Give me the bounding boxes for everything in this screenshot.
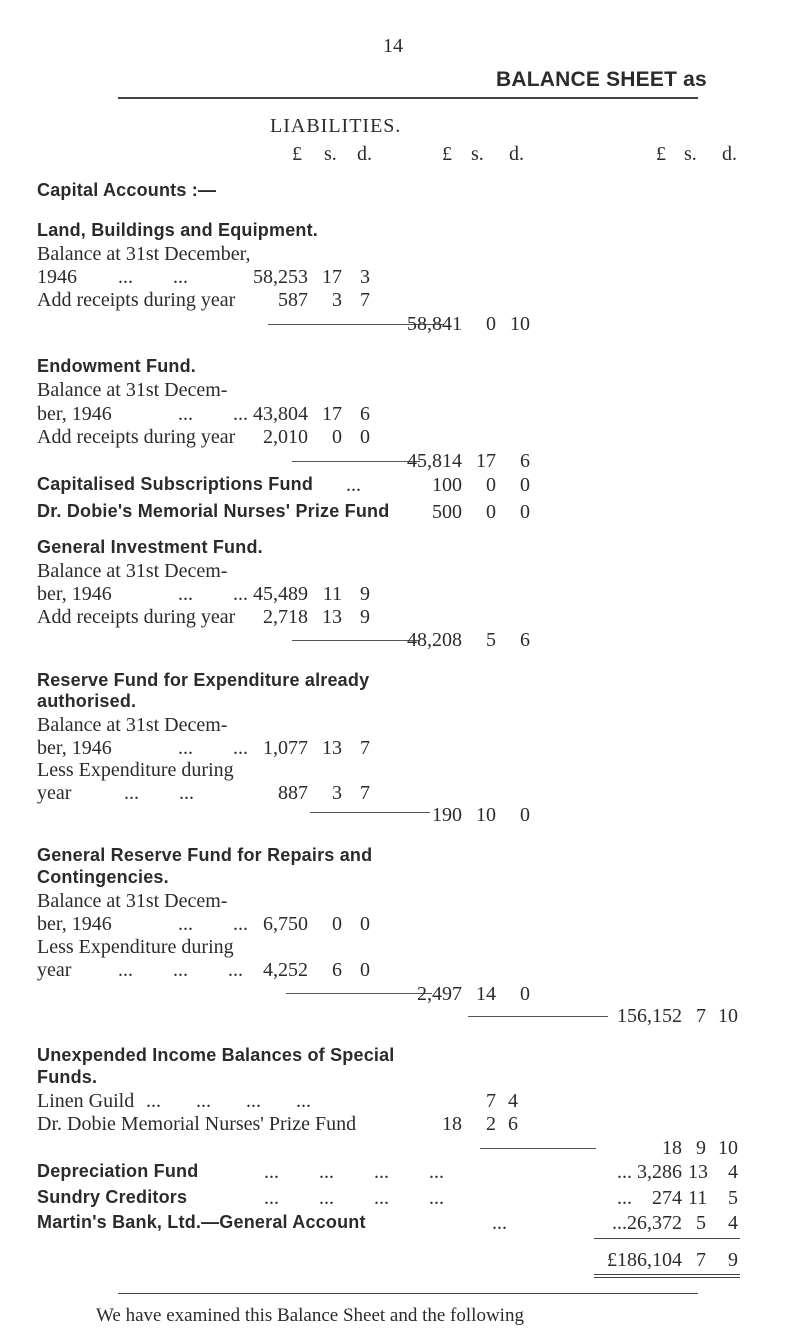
- endowment-line1: Balance at 31st Decem-: [37, 379, 228, 401]
- general-investment-year: ber, 1946: [37, 583, 112, 605]
- sundry-creditors-label: Sundry Creditors: [37, 1187, 188, 1207]
- gi-receipts-pence: 9: [360, 606, 370, 628]
- capital-total-pence: 10: [718, 1005, 738, 1027]
- capitalised-pounds: 100: [432, 474, 462, 496]
- gr-balance-shillings: 0: [332, 913, 342, 935]
- reserve-heading-2: authorised.: [37, 691, 137, 711]
- grand-total-pence: 9: [728, 1249, 738, 1271]
- rule: [480, 1148, 596, 1149]
- unexpended-total-shillings: 9: [696, 1137, 706, 1159]
- gi-total-pounds: 48,208: [407, 629, 462, 651]
- grand-total-pounds: £186,104: [607, 1249, 682, 1271]
- col3-shillings: s.: [684, 143, 697, 165]
- land-receipts-label: Add receipts during year: [37, 289, 236, 311]
- dobie-memorial-shillings: 2: [486, 1113, 496, 1135]
- reserve-exp-shillings: 3: [332, 782, 342, 804]
- endowment-total-pence: 6: [520, 450, 530, 472]
- reserve-dots: ... ...: [178, 737, 248, 759]
- land-buildings-dots: ... ...: [118, 266, 188, 288]
- general-investment-dots: ... ...: [178, 583, 248, 605]
- reserve-year: ber, 1946: [37, 737, 112, 759]
- reserve-total-pence: 0: [520, 804, 530, 826]
- land-receipts-shillings: 3: [332, 289, 342, 311]
- unexpended-heading-2: Funds.: [37, 1067, 98, 1087]
- gr-exp-shillings: 6: [332, 959, 342, 981]
- section-divider: [118, 1293, 698, 1294]
- unexpended-total-pence: 10: [718, 1137, 738, 1159]
- col3-pence: d.: [722, 143, 737, 165]
- depreciation-fund-dots: ... ... ... ...: [264, 1161, 444, 1183]
- gr-exp-pounds: 4,252: [263, 959, 308, 981]
- general-reserve-heading-2: Contingencies.: [37, 867, 169, 887]
- reserve-balance-pounds: 1,077: [263, 737, 308, 759]
- gi-balance-shillings: 11: [322, 583, 342, 605]
- col1-pounds: £: [292, 143, 302, 165]
- gr-total-shillings: 14: [476, 983, 496, 1005]
- capitalised-subscriptions-dots: ...: [346, 474, 361, 496]
- land-receipts-pounds: 587: [278, 289, 308, 311]
- reserve-exp-pounds: 887: [278, 782, 308, 804]
- general-investment-line1: Balance at 31st Decem-: [37, 560, 228, 582]
- endowment-receipts-label: Add receipts during year: [37, 426, 236, 448]
- header-rule: [118, 97, 698, 99]
- land-buildings-year: 1946: [37, 266, 77, 288]
- land-buildings-heading: Land, Buildings and Equipment.: [37, 220, 318, 240]
- gr-less2-dots: ... ... ...: [118, 959, 243, 981]
- dobie-memorial-pounds: 18: [442, 1113, 462, 1135]
- gi-receipts-shillings: 13: [322, 606, 342, 628]
- gi-total-pence: 6: [520, 629, 530, 651]
- dobie-memorial-label: Dr. Dobie Memorial Nurses' Prize Fund: [37, 1113, 357, 1135]
- reserve-less2: year: [37, 782, 72, 804]
- land-receipts-pence: 7: [360, 289, 370, 311]
- gi-receipts-label: Add receipts during year: [37, 606, 236, 628]
- col1-shillings: s.: [324, 143, 337, 165]
- auditor-line1: We have examined this Balance Sheet and the following: [96, 1305, 524, 1326]
- sundry-pounds: ... 274: [617, 1187, 682, 1209]
- reserve-less1: Less Expenditure during: [37, 759, 234, 781]
- general-investment-heading: General Investment Fund.: [37, 537, 263, 557]
- depreciation-shillings: 13: [688, 1161, 708, 1183]
- endowment-heading: Endowment Fund.: [37, 356, 196, 376]
- section-title: LIABILITIES.: [270, 115, 402, 137]
- reserve-total-shillings: 10: [476, 804, 496, 826]
- endowment-balance-pence: 6: [360, 403, 370, 425]
- total-rule-bottom-1: [594, 1274, 740, 1275]
- endowment-receipts-pounds: 2,010: [263, 426, 308, 448]
- land-total-pounds: 58,841: [407, 313, 462, 335]
- page-header: BALANCE SHEET as: [496, 68, 707, 91]
- gi-receipts-pounds: 2,718: [263, 606, 308, 628]
- general-reserve-line1: Balance at 31st Decem-: [37, 890, 228, 912]
- endowment-total-shillings: 17: [476, 450, 496, 472]
- unexpended-heading-1: Unexpended Income Balances of Special: [37, 1045, 395, 1065]
- land-total-pence: 10: [510, 313, 530, 335]
- endowment-balance-pounds: 43,804: [253, 403, 308, 425]
- reserve-balance-pence: 7: [360, 737, 370, 759]
- reserve-less2-dots: ... ...: [124, 782, 194, 804]
- dobie-prize-pounds: 500: [432, 501, 462, 523]
- capitalised-subscriptions-label: Capitalised Subscriptions Fund: [37, 474, 314, 494]
- rule: [468, 1016, 608, 1017]
- reserve-balance-shillings: 13: [322, 737, 342, 759]
- martins-bank-label: Martin's Bank, Ltd.—General Account: [37, 1212, 366, 1232]
- endowment-balance-shillings: 17: [322, 403, 342, 425]
- gi-balance-pence: 9: [360, 583, 370, 605]
- linen-pence: 4: [508, 1090, 518, 1112]
- col2-pence: d.: [509, 143, 524, 165]
- col1-pence: d.: [357, 143, 372, 165]
- dobie-prize-shillings: 0: [486, 501, 496, 523]
- capital-total-pounds: 156,152: [617, 1005, 682, 1027]
- land-total-shillings: 0: [486, 313, 496, 335]
- dobie-prize-fund-label: Dr. Dobie's Memorial Nurses' Prize Fund: [37, 501, 390, 521]
- linen-guild-label: Linen Guild: [37, 1090, 135, 1112]
- gi-total-shillings: 5: [486, 629, 496, 651]
- capital-accounts-heading: Capital Accounts :—: [37, 180, 217, 200]
- gr-total-pence: 0: [520, 983, 530, 1005]
- gr-total-pounds: 2,497: [417, 983, 462, 1005]
- gr-balance-pence: 0: [360, 913, 370, 935]
- martins-pence: 4: [728, 1212, 738, 1234]
- gi-balance-pounds: 45,489: [253, 583, 308, 605]
- gr-less2: year: [37, 959, 72, 981]
- reserve-exp-pence: 7: [360, 782, 370, 804]
- endowment-total-pounds: 45,814: [407, 450, 462, 472]
- martins-shillings: 5: [696, 1212, 706, 1234]
- grand-total-shillings: 7: [696, 1249, 706, 1271]
- land-balance-shillings: 17: [322, 266, 342, 288]
- total-rule-top: [594, 1238, 740, 1239]
- endowment-receipts-pence: 0: [360, 426, 370, 448]
- general-reserve-year: ber, 1946: [37, 913, 112, 935]
- capitalised-pence: 0: [520, 474, 530, 496]
- col2-shillings: s.: [471, 143, 484, 165]
- land-buildings-line1: Balance at 31st December,: [37, 243, 251, 265]
- depreciation-fund-label: Depreciation Fund: [37, 1161, 199, 1181]
- reserve-heading-1: Reserve Fund for Expenditure already: [37, 670, 370, 690]
- total-rule-bottom-2: [594, 1277, 740, 1278]
- land-balance-pounds: 58,253: [253, 266, 308, 288]
- endowment-year: ber, 1946: [37, 403, 112, 425]
- endowment-receipts-shillings: 0: [332, 426, 342, 448]
- gr-balance-pounds: 6,750: [263, 913, 308, 935]
- capitalised-shillings: 0: [486, 474, 496, 496]
- martins-pounds: ...26,372: [612, 1212, 682, 1234]
- general-reserve-dots: ... ...: [178, 913, 248, 935]
- endowment-dots: ... ...: [178, 403, 248, 425]
- reserve-line1: Balance at 31st Decem-: [37, 714, 228, 736]
- general-reserve-heading-1: General Reserve Fund for Repairs and: [37, 845, 373, 865]
- dobie-prize-pence: 0: [520, 501, 530, 523]
- dobie-memorial-pence: 6: [508, 1113, 518, 1135]
- gr-less1: Less Expenditure during: [37, 936, 234, 958]
- land-balance-pence: 3: [360, 266, 370, 288]
- sundry-shillings: 11: [688, 1187, 708, 1209]
- col2-pounds: £: [442, 143, 452, 165]
- capital-total-shillings: 7: [696, 1005, 706, 1027]
- unexpended-total-pounds: 18: [662, 1137, 682, 1159]
- linen-shillings: 7: [486, 1090, 496, 1112]
- page-number: 14: [383, 35, 403, 57]
- gr-exp-pence: 0: [360, 959, 370, 981]
- reserve-total-pounds: 190: [432, 804, 462, 826]
- linen-guild-dots: ... ... ... ...: [146, 1090, 311, 1112]
- col3-pounds: £: [656, 143, 666, 165]
- sundry-creditors-dots: ... ... ... ...: [264, 1187, 444, 1209]
- depreciation-pounds: ... 3,286: [617, 1161, 682, 1183]
- depreciation-pence: 4: [728, 1161, 738, 1183]
- sundry-pence: 5: [728, 1187, 738, 1209]
- martins-bank-dots: ...: [492, 1212, 507, 1234]
